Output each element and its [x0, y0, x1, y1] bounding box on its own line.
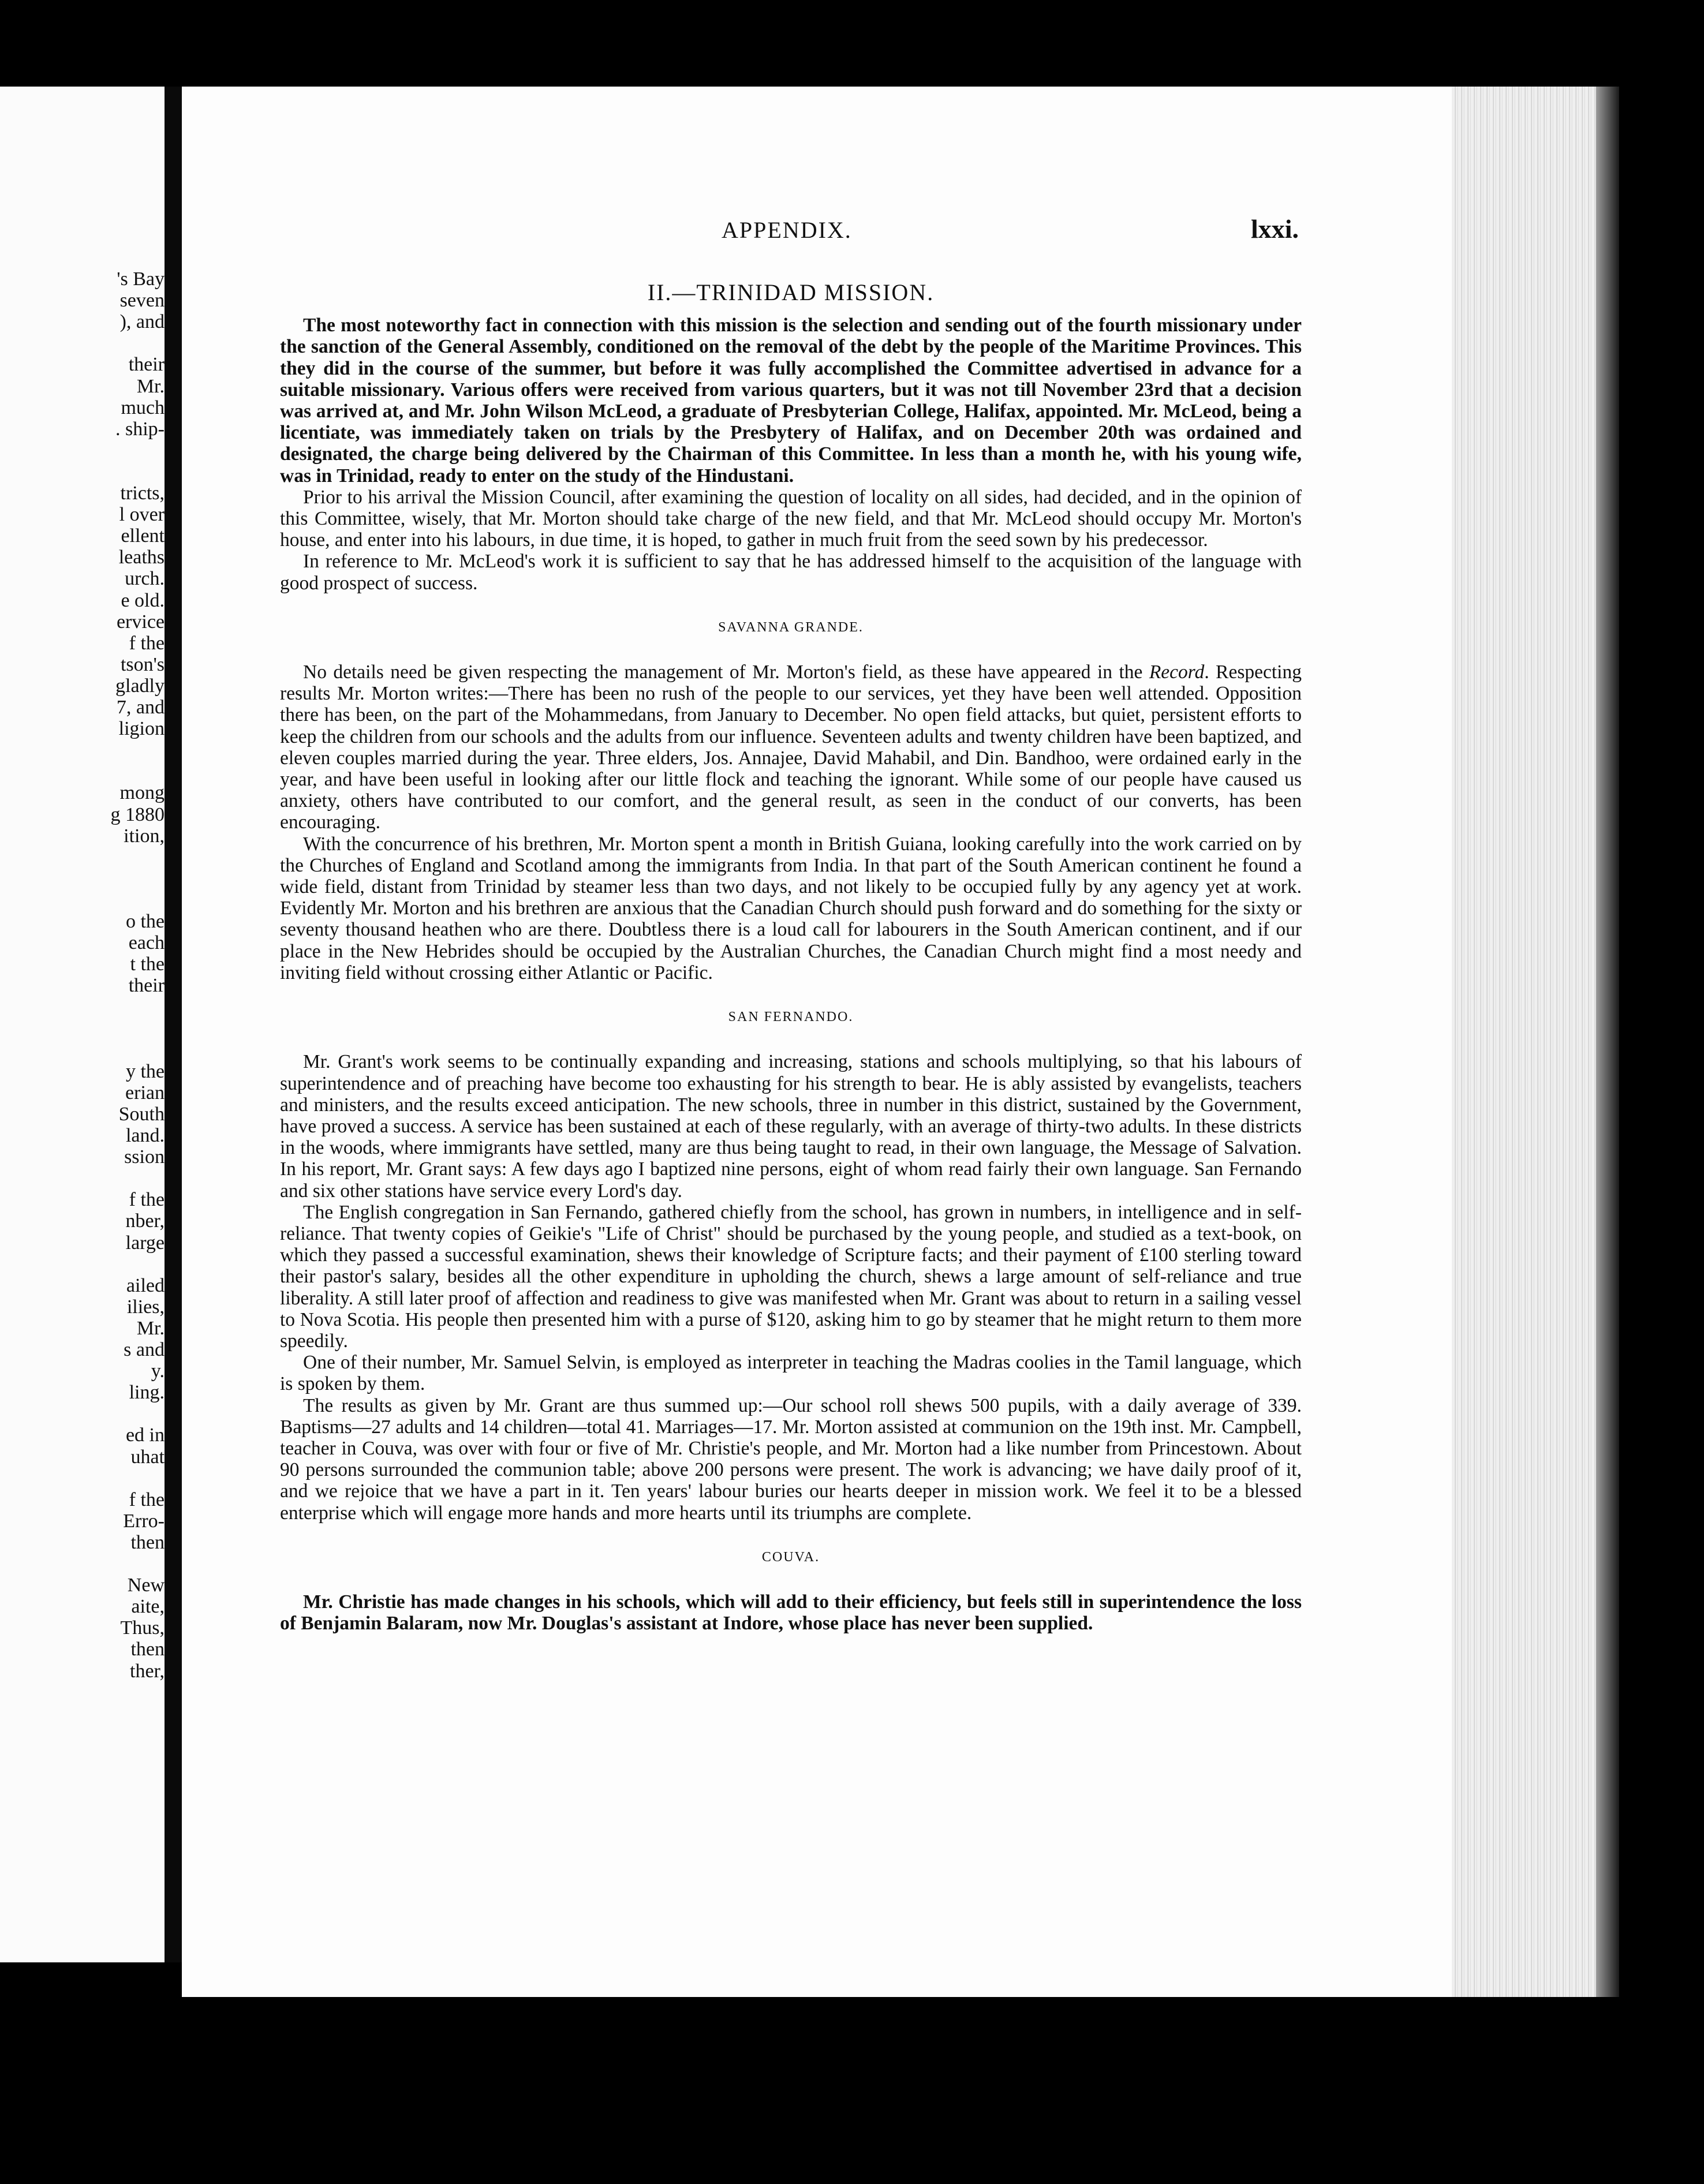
record-title: Record	[1149, 661, 1205, 683]
left-page-fragment: 's Bay	[117, 268, 165, 290]
san-fernando-paragraph-4: The results as given by Mr. Grant are thus summed up:—Our school roll shews 500 pupils, with a daily average of 339. Baptisms—27 adults and 14 children—total 41. Marriages—17. Mr. Morton assisted at communion on the 19th inst. Mr. Campbell, teacher in Couva, was over with four or five of Mr. Christie's people, and Mr. Morton had a like number from Princestown. About 90 persons surrounded the communion table; above 200 persons were present. The work is advancing; we have daily proof of it, and we rejoice that we have a part in it. Ten years' labour buries our hearts deeper in mission work. We feel it to be a blessed enterprise which will engage more hands and more hearts until its triumphs are complete.	[280, 1394, 1302, 1524]
left-page-fragment: urch.	[125, 568, 165, 590]
left-page-fragment: ling.	[129, 1382, 165, 1404]
left-page-fragment: then	[130, 1639, 165, 1661]
savanna-grande-heading: SAVANNA GRANDE.	[718, 619, 864, 635]
left-page-fragment: each	[128, 932, 165, 954]
left-page-fragment: f the	[129, 1189, 165, 1211]
book-gutter	[165, 87, 182, 1962]
left-page-fragment: their	[128, 975, 165, 997]
left-page-fragment: . ship-	[115, 418, 165, 440]
left-page-fragment: tson's	[120, 653, 165, 675]
left-page-fragment: nber,	[125, 1210, 165, 1232]
savanna-paragraph-2: With the concurrence of his brethren, Mr. Morton spent a month in British Guiana, looking carefully into the work carried on by the Churches of England and Scotland among the immigrants from India. In that part of the South American continent he found a wide field, distant from Trinidad by steamer less than two days, and not likely to be occupied fully by any agency yet at work. Evidently Mr. Morton and his brethren are anxious that the Canadian Church should push forward and do something for the sixty or seventy thousand heathen who are there. Doubtless there is a loud call for labourers in the South American continent, and if our place in the New Hebrides should be occupied by the Australian Churches, the Canadian Church might find a most needy and inviting field without crossing either Atlantic or Pacific.	[280, 833, 1302, 983]
left-page-fragment: f the	[129, 1489, 165, 1510]
left-page-fragment: leaths	[118, 547, 165, 569]
running-head: APPENDIX.	[722, 217, 852, 243]
left-page-fragment: aite,	[131, 1596, 165, 1618]
left-page-fragment: Erro-	[123, 1510, 165, 1532]
left-page-fragment: Mr.	[136, 1317, 165, 1339]
left-page-fragment: gladly	[115, 675, 165, 697]
couva-heading: COUVA.	[761, 1549, 820, 1565]
couva-paragraph-1: Mr. Christie has made changes in his schools, which will add to their efficiency, but feels still in superintendence the loss of Benjamin Balaram, now Mr. Douglas's assistant at Indore, whose place has never been supplied.	[280, 1591, 1302, 1635]
left-page-fragment: t the	[130, 953, 165, 975]
left-page-fragment: ther,	[130, 1660, 165, 1682]
left-page-fragment: land.	[125, 1125, 165, 1146]
san-fernando-paragraph-3: One of their number, Mr. Samuel Selvin, is employed as interpreter in teaching the Madras coolies in the Tamil language, which is spoken by them.	[280, 1352, 1302, 1395]
left-page-fragment: tricts,	[120, 483, 165, 504]
left-page-fragment: South	[118, 1103, 165, 1125]
intro-paragraph-1: The most noteworthy fact in connection with this mission is the selection and sending out of the fourth missionary under the sanction of the General Assembly, conditioned on the removal of the debt by the people of the Maritime Provinces. This they did in the course of the summer, but before it was fully accomplished the Committee advertised in advance for a suitable missionary. Various offers were received from various quarters, but it was not till November 23rd that a decision was arrived at, and Mr. John Wilson McLeod, a graduate of Presbyterian College, Halifax, appointed. Mr. McLeod, being a licentiate, was immediately taken on trials by the Presbytery of Halifax, and on December 20th was ordained and designated, the charge being delivered by the Chairman of this Committee. In less than a month he, with his young wife, was in Trinidad, ready to enter on the study of the Hindustani.	[280, 315, 1302, 487]
section-title: II.—TRINIDAD MISSION.	[647, 279, 935, 305]
savanna-paragraph-1	[280, 661, 1302, 833]
san-fernando-heading: SAN FERNANDO.	[728, 1009, 854, 1025]
left-page-fragment: y the	[125, 1060, 165, 1082]
left-page-fragment: large	[125, 1232, 165, 1254]
left-page-fragment: e old.	[121, 589, 165, 611]
left-page-edge	[0, 87, 165, 1962]
page-edges	[1452, 87, 1596, 1997]
left-page-fragment: ilies,	[126, 1296, 165, 1318]
san-fernando-paragraph-1: Mr. Grant's work seems to be continually expanding and increasing, stations and schools multiplying, so that his labours of superintendence and of preaching have become too exhausting for his strength to bear. He is ably assisted by evangelists, teachers and ministers, and the results exceed anticipation. The new schools, three in number in this district, sustained by the Government, have proved a success. A service has been sustained at each of these regularly, with an average of thirty-two adults. In these districts in the woods, where immigrants have settled, many are thus being taught to read, in their own language, the Message of Salvation. In his report, Mr. Grant says: A few days ago I baptized nine persons, eight of whom read fairly their own language. San Fernando and six other stations have service every Lord's day.	[280, 1051, 1302, 1202]
left-page-fragment: y.	[151, 1360, 165, 1382]
left-page-fragment: Mr.	[136, 375, 165, 397]
left-page-fragment: then	[130, 1531, 165, 1553]
left-page-fragment: ition,	[124, 825, 165, 847]
san-fernando-paragraph-2: The English congregation in San Fernando, gathered chiefly from the school, has grown in numbers, in intelligence and in self-reliance. That twenty copies of Geikie's "Life of Christ" should be purchased by the young people, and studied as a text-book, on which they passed a successful examination, shews their knowledge of Scripture facts; and their payment of £100 sterling toward their pastor's salary, besides all the other expenditure in upholding the church, shews a large amount of self-reliance and true liberality. A still later proof of affection and readiness to give was manifested when Mr. Grant was about to return in a sailing vessel to Nova Scotia. His people then presented him with a purse of $120, asking him to go by steamer that he might return to them more speedily.	[280, 1201, 1302, 1352]
intro-paragraph-3: In reference to Mr. McLeod's work it is sufficient to say that he has addressed himself to the acquisition of the language with good prospect of success.	[280, 551, 1302, 594]
left-page-fragment: ligion	[118, 718, 165, 740]
page-number: lxxi.	[1250, 214, 1299, 244]
left-page-fragment: mong	[119, 782, 165, 804]
left-page-fragment: ), and	[119, 311, 165, 333]
left-page-fragment: l over	[119, 504, 165, 526]
left-page-fragment: ellent	[121, 525, 165, 547]
left-page-fragment: ervice	[116, 611, 165, 633]
edge-shadow	[1596, 87, 1619, 1997]
intro-paragraph-2: Prior to his arrival the Mission Council, after examining the question of locality on all sides, had decided, and in the opinion of this Committee, wisely, that Mr. Morton should take charge of the new field, and that Mr. McLeod should occupy Mr. Morton's house, and enter into his labours, in due time, it is hoped, to gather in much fruit from the seed sown by his predecessor.	[280, 486, 1302, 551]
left-page-fragment: New	[127, 1575, 165, 1596]
left-page-fragment: ed in	[125, 1424, 165, 1446]
left-page-fragment: seven	[119, 290, 165, 312]
left-page-fragment: s and	[124, 1339, 165, 1360]
left-page-fragment: ssion	[124, 1146, 165, 1168]
page-content	[280, 279, 1302, 1635]
intro-section	[280, 315, 1302, 594]
savanna-p1-end: . Respecting results Mr. Morton writes:—There has been no rush of the people to our services, yet they have been well attended. Opposition there has been, on the part of the Mohammedans, from January to December. No open field attacks, but quiet, persistent efforts to keep the children from our schools and the adults from our influence. Seventeen adults and twenty children have been baptized, and eleven couples married during the year. Three elders, Jos. Annajee, David Mahabil, and Din. Bandhoo, were ordained early in the year, and have been useful in looking after our little flock and teaching the ignorant. While some of our people have caused us anxiety, others have contributed to our comfort, and the general result, as seen in the conduct of our converts, has been encouraging.	[280, 661, 1302, 833]
left-page-fragment: ailed	[126, 1274, 165, 1296]
left-page-fragment: 7, and	[116, 697, 165, 718]
left-page-fragment: Thus,	[120, 1617, 165, 1639]
left-page-fragment: f the	[129, 632, 165, 654]
left-page-fragment: their	[128, 354, 165, 376]
left-page-fragment: o the	[125, 911, 165, 932]
left-page-fragment: uhat	[130, 1446, 165, 1468]
savanna-p1-start: No details need be given respecting the management of Mr. Morton's field, as these have appeared in the	[303, 661, 1149, 683]
left-page-fragment: much	[121, 397, 165, 418]
left-page-fragment: erian	[125, 1082, 165, 1104]
left-page-fragment: g 1880	[110, 803, 165, 825]
